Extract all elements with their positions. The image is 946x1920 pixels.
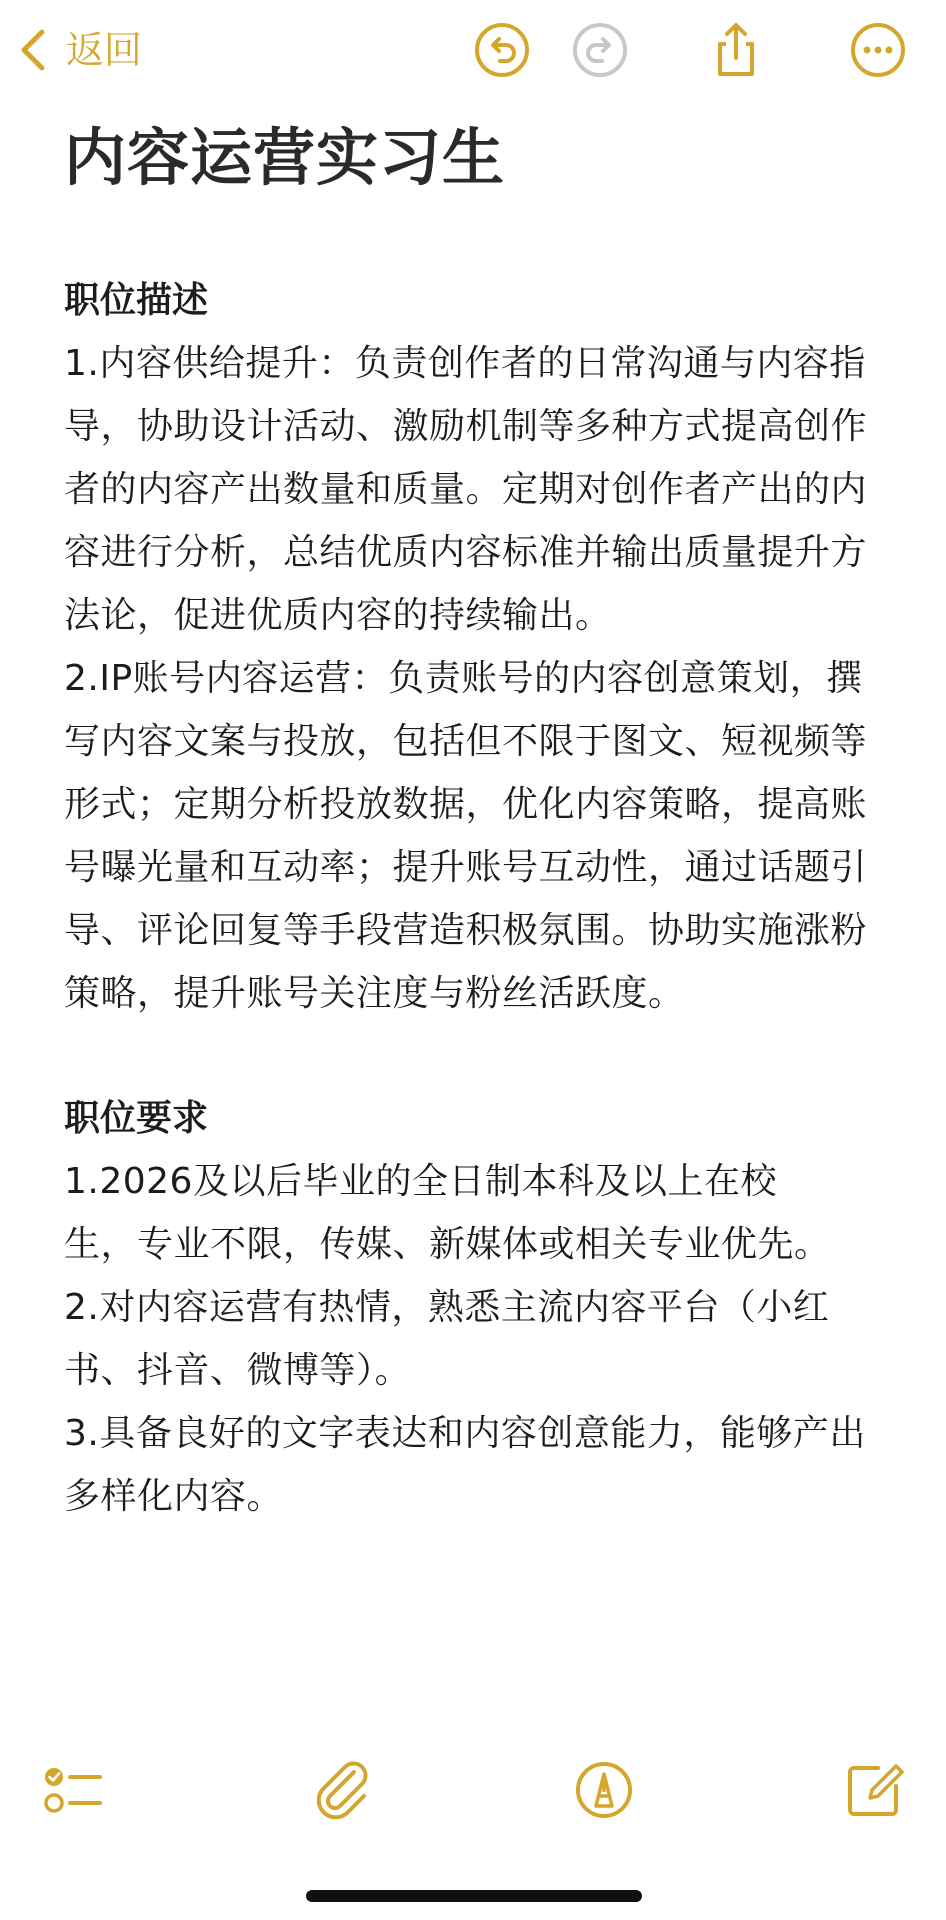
back-label: 返回 bbox=[66, 28, 143, 72]
description-item-2: 2.IP账号内容运营：负责账号的内容创意策划，撰写内容文案与投放，包括但不限于图文、短视频等形式；定期分析投放数据，优化内容策略，提高账号曝光量和互动率；提升账号互动性，通过话题引导、评论回复等手段营造积极氛围。协助实施涨粉策略，提升账号关注度与粉丝活跃度。 bbox=[64, 658, 868, 1014]
back-button[interactable] bbox=[18, 26, 142, 74]
section-heading-requirements: 职位要求 bbox=[64, 1098, 209, 1139]
undo-icon bbox=[472, 20, 532, 80]
requirement-item-2: 2.对内容运营有热情，熟悉主流内容平台（小红书、抖音、微博等）。 bbox=[64, 1287, 830, 1391]
redo-icon bbox=[570, 20, 630, 80]
redo-button[interactable] bbox=[570, 20, 630, 80]
description-item-1: 1.内容供给提升：负责创作者的日常沟通与内容指导，协助设计活动、激励机制等多种方式提高创作者的内容产出数量和质量。定期对创作者产出的内容进行分析，总结优质内容标准并输出质量提升方法论，促进优质内容的持续输出。 bbox=[64, 343, 868, 636]
home-indicator[interactable] bbox=[306, 1890, 642, 1902]
compose-button[interactable] bbox=[842, 1758, 906, 1822]
attachment-icon bbox=[310, 1758, 374, 1822]
checklist-button[interactable] bbox=[40, 1758, 104, 1822]
requirement-item-1: 1.2026及以后毕业的全日制本科及以上在校生，专业不限，传媒、新媒体或相关专业优先。 bbox=[64, 1161, 831, 1265]
note-title: 内容运营实习生 bbox=[64, 121, 506, 194]
share-icon bbox=[706, 20, 766, 80]
undo-button[interactable] bbox=[472, 20, 532, 80]
attachment-button[interactable] bbox=[310, 1758, 374, 1822]
markup-pen-icon bbox=[572, 1758, 636, 1822]
checklist-icon bbox=[40, 1758, 104, 1822]
note-body[interactable] bbox=[64, 108, 894, 1528]
share-button[interactable] bbox=[706, 20, 766, 80]
chevron-left-icon bbox=[18, 28, 50, 72]
more-icon bbox=[848, 20, 908, 80]
compose-icon bbox=[842, 1758, 906, 1822]
top-toolbar bbox=[0, 0, 946, 100]
section-heading-description: 职位描述 bbox=[64, 280, 209, 321]
markup-button[interactable] bbox=[572, 1758, 636, 1822]
more-button[interactable] bbox=[848, 20, 908, 80]
bottom-toolbar bbox=[0, 1740, 946, 1850]
requirement-item-3: 3.具备良好的文字表达和内容创意能力，能够产出多样化内容。 bbox=[64, 1413, 866, 1517]
